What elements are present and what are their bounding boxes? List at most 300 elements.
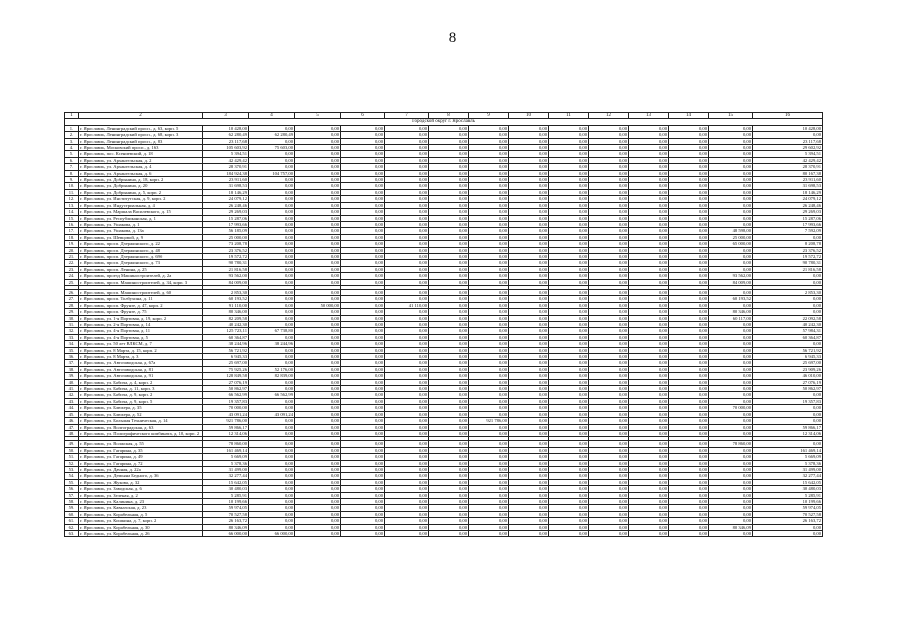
value-cell: 0,00 [589,145,629,151]
value-cell: 0,00 [509,360,549,366]
address-cell: г. Ярославль, ул. Институтская, д. 9, корп. 2 [79,196,203,202]
value-cell: 0,00 [249,189,295,195]
value-cell: 12 314,06 [753,430,823,436]
value-cell: 5 378,36 [753,460,823,466]
row-number: 56. [65,486,79,492]
value-cell: 0,00 [669,170,709,176]
value-cell: 0,00 [709,221,753,227]
value-cell: 0,00 [549,260,589,266]
value-cell: 0,00 [669,454,709,460]
value-cell: 0,00 [669,253,709,259]
row-number: 7. [65,164,79,170]
value-cell: 0,00 [295,479,341,485]
value-cell: 0,00 [249,315,295,321]
value-cell: 0,00 [549,322,589,328]
value-cell: 32 277,44 [203,473,249,479]
value-cell: 0,00 [341,253,385,259]
value-cell: 0,00 [549,498,589,504]
value-cell: 0,00 [629,466,669,472]
value-cell: 0,00 [429,398,469,404]
value-cell: 0,00 [429,354,469,360]
value-cell: 0,00 [549,138,589,144]
value-cell: 0,00 [629,486,669,492]
value-cell: 0,00 [385,347,429,353]
row-number: 12. [65,196,79,202]
value-cell: 161 469,14 [203,447,249,453]
value-cell: 0,00 [549,328,589,334]
column-number: 3 [203,113,249,119]
value-cell: 0,00 [295,366,341,372]
address-cell: г. Ярославль, ул. Большая Техническая, д. 14 [79,418,203,424]
value-cell: 0,00 [385,386,429,392]
value-cell: 0,00 [549,392,589,398]
value-cell: 0,00 [341,322,385,328]
address-cell: г. Ярославль, просп. Дзержинского, д. 22 [79,241,203,247]
value-cell: 0,00 [669,279,709,285]
value-cell: 19 572,72 [753,253,823,259]
value-cell: 0,00 [549,447,589,453]
value-cell: 50 000,00 [295,302,341,308]
column-number: 14 [669,113,709,119]
value-cell: 0,00 [385,247,429,253]
address-cell: г. Ярославль, ул. Калинина, д. 23 [79,498,203,504]
value-cell: 0,00 [669,492,709,498]
value-cell: 0,00 [669,145,709,151]
value-cell: 0,00 [295,170,341,176]
value-cell: 27 076,19 [203,379,249,385]
value-cell: 0,00 [429,366,469,372]
value-cell: 0,00 [341,486,385,492]
value-cell: 0,00 [669,441,709,447]
row-number: 18. [65,234,79,240]
value-cell: 0,00 [709,196,753,202]
value-cell: 0,00 [549,486,589,492]
address-cell: г. Ярославль, ул. Гагарина, д. 49 [79,454,203,460]
value-cell: 0,00 [509,209,549,215]
value-cell: 0,00 [385,430,429,436]
value-cell: 0,00 [429,266,469,272]
value-cell: 0,00 [509,151,549,157]
value-cell: 0,00 [709,164,753,170]
value-cell: 0,00 [629,341,669,347]
value-cell: 0,00 [341,347,385,353]
value-cell: 90 780,31 [753,260,823,266]
value-cell: 0,00 [249,296,295,302]
value-cell: 0,00 [429,296,469,302]
value-cell: 0,00 [709,328,753,334]
row-number: 58. [65,498,79,504]
value-cell: 80 346,09 [709,524,753,530]
value-cell: 0,00 [669,196,709,202]
value-cell: 0,00 [249,196,295,202]
value-cell: 23 376,52 [753,247,823,253]
row-number: 50. [65,447,79,453]
address-cell: г. Ярославль, просп. Машиностроителей, д. 60 [79,289,203,295]
value-cell: 0,00 [709,479,753,485]
value-cell: 23 376,52 [203,247,249,253]
value-cell: 0,00 [509,215,549,221]
value-cell: 0,00 [385,505,429,511]
value-cell: 0,00 [589,418,629,424]
value-cell: 0,00 [589,373,629,379]
value-cell: 0,00 [469,334,509,340]
value-cell: 0,00 [509,518,549,524]
value-cell: 0,00 [709,253,753,259]
value-cell: 0,00 [629,164,669,170]
value-cell: 0,00 [385,447,429,453]
value-cell: 0,00 [429,447,469,453]
value-cell: 0,00 [509,145,549,151]
value-cell: 0,00 [429,145,469,151]
value-cell: 0,00 [341,296,385,302]
value-cell: 0,00 [385,411,429,417]
value-cell: 70 000,00 [203,405,249,411]
value-cell: 0,00 [249,322,295,328]
page-number: 8 [448,30,457,46]
value-cell: 0,00 [589,221,629,227]
value-cell: 0,00 [549,441,589,447]
value-cell: 0,00 [669,486,709,492]
value-cell: 0,00 [469,398,509,404]
value-cell: 0,00 [549,405,589,411]
value-cell: 0,00 [341,177,385,183]
value-cell: 80 346,09 [203,524,249,530]
value-cell: 60 364,87 [203,334,249,340]
address-cell: г. Ярославль, просп. Ленина, д. 25 [79,266,203,272]
address-cell: г. Ярославль, Ленинградский просп., д. 68, корп. 3 [79,132,203,138]
value-cell: 0,00 [469,189,509,195]
value-cell: 0,00 [669,473,709,479]
address-cell: г. Ярославль, ул. Блюхера, д. 35 [79,405,203,411]
value-cell: 0,00 [249,441,295,447]
value-cell: 0,00 [629,221,669,227]
value-cell: 0,00 [549,511,589,517]
row-number: 11. [65,189,79,195]
value-cell: 0,00 [385,341,429,347]
row-number: 4. [65,145,79,151]
row-number: 54. [65,473,79,479]
value-cell: 6 945,33 [753,354,823,360]
value-cell: 0,00 [629,279,669,285]
value-cell: 0,00 [589,398,629,404]
value-cell: 0,00 [249,209,295,215]
value-cell: 0,00 [469,260,509,266]
value-cell: 0,00 [341,360,385,366]
value-cell: 0,00 [385,164,429,170]
value-cell: 0,00 [629,241,669,247]
value-cell: 0,00 [669,289,709,295]
value-cell: 0,00 [341,315,385,321]
value-cell: 0,00 [341,328,385,334]
value-cell: 0,00 [295,138,341,144]
row-number: 33. [65,334,79,340]
value-cell: 0,00 [385,125,429,131]
value-cell: 18 146,29 [203,189,249,195]
value-cell: 0,00 [549,411,589,417]
value-cell: 0,00 [295,486,341,492]
value-cell: 0,00 [549,518,589,524]
value-cell: 0,00 [295,202,341,208]
value-cell: 0,00 [629,405,669,411]
value-cell: 0,00 [341,132,385,138]
value-cell: 0,00 [429,479,469,485]
value-cell: 0,00 [469,524,509,530]
value-cell: 0,00 [589,234,629,240]
value-cell: 0,00 [509,354,549,360]
value-cell: 0,00 [341,164,385,170]
value-cell: 0,00 [429,289,469,295]
address-cell: г. Ярославль, ул. Автозаводская, д. 91 [79,373,203,379]
value-cell: 0,00 [341,498,385,504]
value-cell: 0,00 [589,486,629,492]
value-cell: 29 602,92 [753,145,823,151]
value-cell: 0,00 [669,315,709,321]
value-cell: 0,00 [469,266,509,272]
value-cell: 0,00 [469,366,509,372]
value-cell: 0,00 [341,392,385,398]
value-cell: 0,00 [709,266,753,272]
value-cell: 0,00 [629,202,669,208]
value-cell: 0,00 [629,296,669,302]
value-cell: 66 000,00 [203,531,249,537]
value-cell: 0,00 [341,145,385,151]
value-cell: 0,00 [629,253,669,259]
value-cell: 26 248,46 [203,202,249,208]
value-cell: 0,00 [629,315,669,321]
address-cell: г. Ярославль, просп. Машиностроителей, д. 34, корп. 3 [79,279,203,285]
value-cell: 105 603,92 [203,145,249,151]
value-cell: 31 698,53 [753,183,823,189]
value-cell: 0,00 [295,189,341,195]
value-cell: 56 185,09 [203,228,249,234]
value-cell: 0,00 [629,322,669,328]
address-cell: г. Ярославль, ул. Кавказская, д. 23 [79,505,203,511]
value-cell: 0,00 [385,296,429,302]
value-cell: 0,00 [295,386,341,392]
value-cell: 75 603,00 [249,145,295,151]
row-number: 41. [65,386,79,392]
value-cell: 0,00 [549,228,589,234]
value-cell: 0,00 [669,234,709,240]
value-cell: 0,00 [295,518,341,524]
value-cell: 0,00 [629,373,669,379]
address-cell: г. Ярославль, ул. Волжская, д. 55 [79,441,203,447]
address-cell: г. Ярославль, ул. Ушакова, д. 1 [79,221,203,227]
value-cell: 0,00 [669,379,709,385]
value-cell: 0,00 [509,315,549,321]
value-cell: 0,00 [629,170,669,176]
value-cell: 90 780,31 [203,260,249,266]
value-cell: 0,00 [469,296,509,302]
value-cell: 0,00 [429,170,469,176]
value-cell: 18 146,29 [753,189,823,195]
value-cell: 22 092,58 [753,315,823,321]
address-cell: г. Ярославль, ул. Архангельская, д. 4 [79,164,203,170]
row-number: 47. [65,424,79,430]
value-cell: 0,00 [295,447,341,453]
column-number: 10 [509,113,549,119]
value-cell: 0,00 [385,157,429,163]
value-cell: 0,00 [549,366,589,372]
value-cell: 0,00 [341,373,385,379]
value-cell: 0,00 [669,164,709,170]
value-cell: 0,00 [589,473,629,479]
value-cell: 0,00 [709,260,753,266]
address-cell: г. Ярославль, ул. 4-я Портовая, д. 5 [79,334,203,340]
address-cell: г. Ярославль, ул. Корабельная, д. 30 [79,524,203,530]
value-cell: 0,00 [385,334,429,340]
value-cell: 0,00 [249,228,295,234]
value-cell: 0,00 [549,341,589,347]
value-cell: 0,00 [469,125,509,131]
value-cell: 0,00 [341,334,385,340]
value-cell: 0,00 [249,360,295,366]
value-cell: 0,00 [429,228,469,234]
row-number: 36. [65,354,79,360]
row-number: 20. [65,247,79,253]
value-cell: 0,00 [589,366,629,372]
row-number: 38. [65,366,79,372]
column-number: 1 [65,113,79,119]
value-cell: 0,00 [629,266,669,272]
value-cell: 0,00 [709,454,753,460]
value-cell: 0,00 [249,424,295,430]
value-cell: 0,00 [669,260,709,266]
value-cell: 0,00 [429,430,469,436]
value-cell: 0,00 [469,441,509,447]
value-cell: 5 669,09 [203,454,249,460]
value-cell: 93 562,00 [709,273,753,279]
value-cell: 0,00 [295,441,341,447]
value-cell: 5 378,36 [203,460,249,466]
row-number: 42. [65,392,79,398]
value-cell: 0,00 [629,347,669,353]
value-cell: 0,00 [295,466,341,472]
value-cell: 0,00 [589,328,629,334]
value-cell: 0,00 [341,202,385,208]
value-cell: 104 757,00 [249,170,295,176]
value-cell: 0,00 [709,322,753,328]
value-cell: 50 862,97 [753,386,823,392]
value-cell: 29 269,03 [203,209,249,215]
value-cell: 0,00 [669,347,709,353]
value-cell: 0,00 [429,379,469,385]
value-cell: 0,00 [549,379,589,385]
value-cell: 0,00 [429,273,469,279]
value-cell: 31 499,00 [203,466,249,472]
address-cell: г. Ярославль, ул. Заводская, д. 6 [79,486,203,492]
value-cell: 0,00 [709,386,753,392]
value-cell: 0,00 [549,454,589,460]
value-cell: 0,00 [709,531,753,537]
value-cell: 0,00 [429,441,469,447]
value-cell: 0,00 [549,473,589,479]
value-cell: 0,00 [669,202,709,208]
value-cell: 0,00 [509,466,549,472]
address-cell: г. Ярославль, ул. Полиграфического комбината, д. 10, корп. 2 [79,430,203,436]
value-cell: 0,00 [295,315,341,321]
value-cell: 0,00 [589,157,629,163]
value-cell: 0,00 [629,386,669,392]
value-cell: 0,00 [385,189,429,195]
row-number: 46. [65,418,79,424]
value-cell: 30 480,03 [203,486,249,492]
value-cell: 0,00 [709,145,753,151]
value-cell: 0,00 [341,460,385,466]
address-cell: г. Ярославль, ул. Жукова, д. 32 [79,479,203,485]
value-cell: 38 244,96 [249,341,295,347]
value-cell: 0,00 [341,354,385,360]
value-cell: 0,00 [295,418,341,424]
value-cell: 0,00 [249,479,295,485]
value-cell: 0,00 [249,302,295,308]
value-cell: 921 786,00 [469,418,509,424]
value-cell: 0,00 [709,334,753,340]
value-cell: 0,00 [341,411,385,417]
value-cell: 78 860,00 [203,441,249,447]
value-cell: 0,00 [249,430,295,436]
row-number: 17. [65,228,79,234]
value-cell: 0,00 [341,492,385,498]
value-cell: 0,00 [385,398,429,404]
value-cell: 7 592,09 [753,228,823,234]
value-cell: 8 208,78 [753,241,823,247]
value-cell: 0,00 [629,518,669,524]
value-cell: 0,00 [385,531,429,537]
value-cell: 0,00 [295,221,341,227]
value-cell: 0,00 [429,177,469,183]
value-cell: 0,00 [509,183,549,189]
column-number: 16 [753,113,823,119]
value-cell: 0,00 [753,273,823,279]
value-cell: 0,00 [709,189,753,195]
address-cell: г. Ярославль, ул. Маршала Василевского, д. 15 [79,209,203,215]
value-cell: 0,00 [629,505,669,511]
value-cell: 40 242,30 [203,322,249,328]
value-cell: 0,00 [249,215,295,221]
value-cell: 5 394,51 [203,151,249,157]
value-cell: 0,00 [429,132,469,138]
value-cell: 0,00 [295,373,341,379]
value-cell: 0,00 [549,215,589,221]
value-cell: 0,00 [385,379,429,385]
value-cell: 80 167,38 [753,170,823,176]
value-cell: 0,00 [295,253,341,259]
value-cell: 70 000,00 [709,405,753,411]
value-cell: 0,00 [341,170,385,176]
value-cell: 6 945,33 [203,354,249,360]
value-cell: 28 370,91 [753,164,823,170]
value-cell: 0,00 [509,260,549,266]
value-cell: 0,00 [629,177,669,183]
address-cell: г. Ярославль, просп. Толбухина, д. 11 [79,296,203,302]
value-cell: 0,00 [549,492,589,498]
address-cell: г. Ярославль, ул. Архангельская, д. 6 [79,170,203,176]
value-cell: 0,00 [509,177,549,183]
value-cell: 0,00 [589,454,629,460]
value-cell: 0,00 [341,183,385,189]
value-cell: 0,00 [385,441,429,447]
value-cell: 0,00 [589,151,629,157]
value-cell: 0,00 [341,289,385,295]
value-cell: 0,00 [629,289,669,295]
value-cell: 0,00 [385,354,429,360]
value-cell: 0,00 [709,360,753,366]
value-cell: 0,00 [509,125,549,131]
value-cell: 0,00 [589,266,629,272]
row-number: 61. [65,518,79,524]
address-cell: г. Ярославль, ул. Демьяна Бедного, д. 36 [79,473,203,479]
